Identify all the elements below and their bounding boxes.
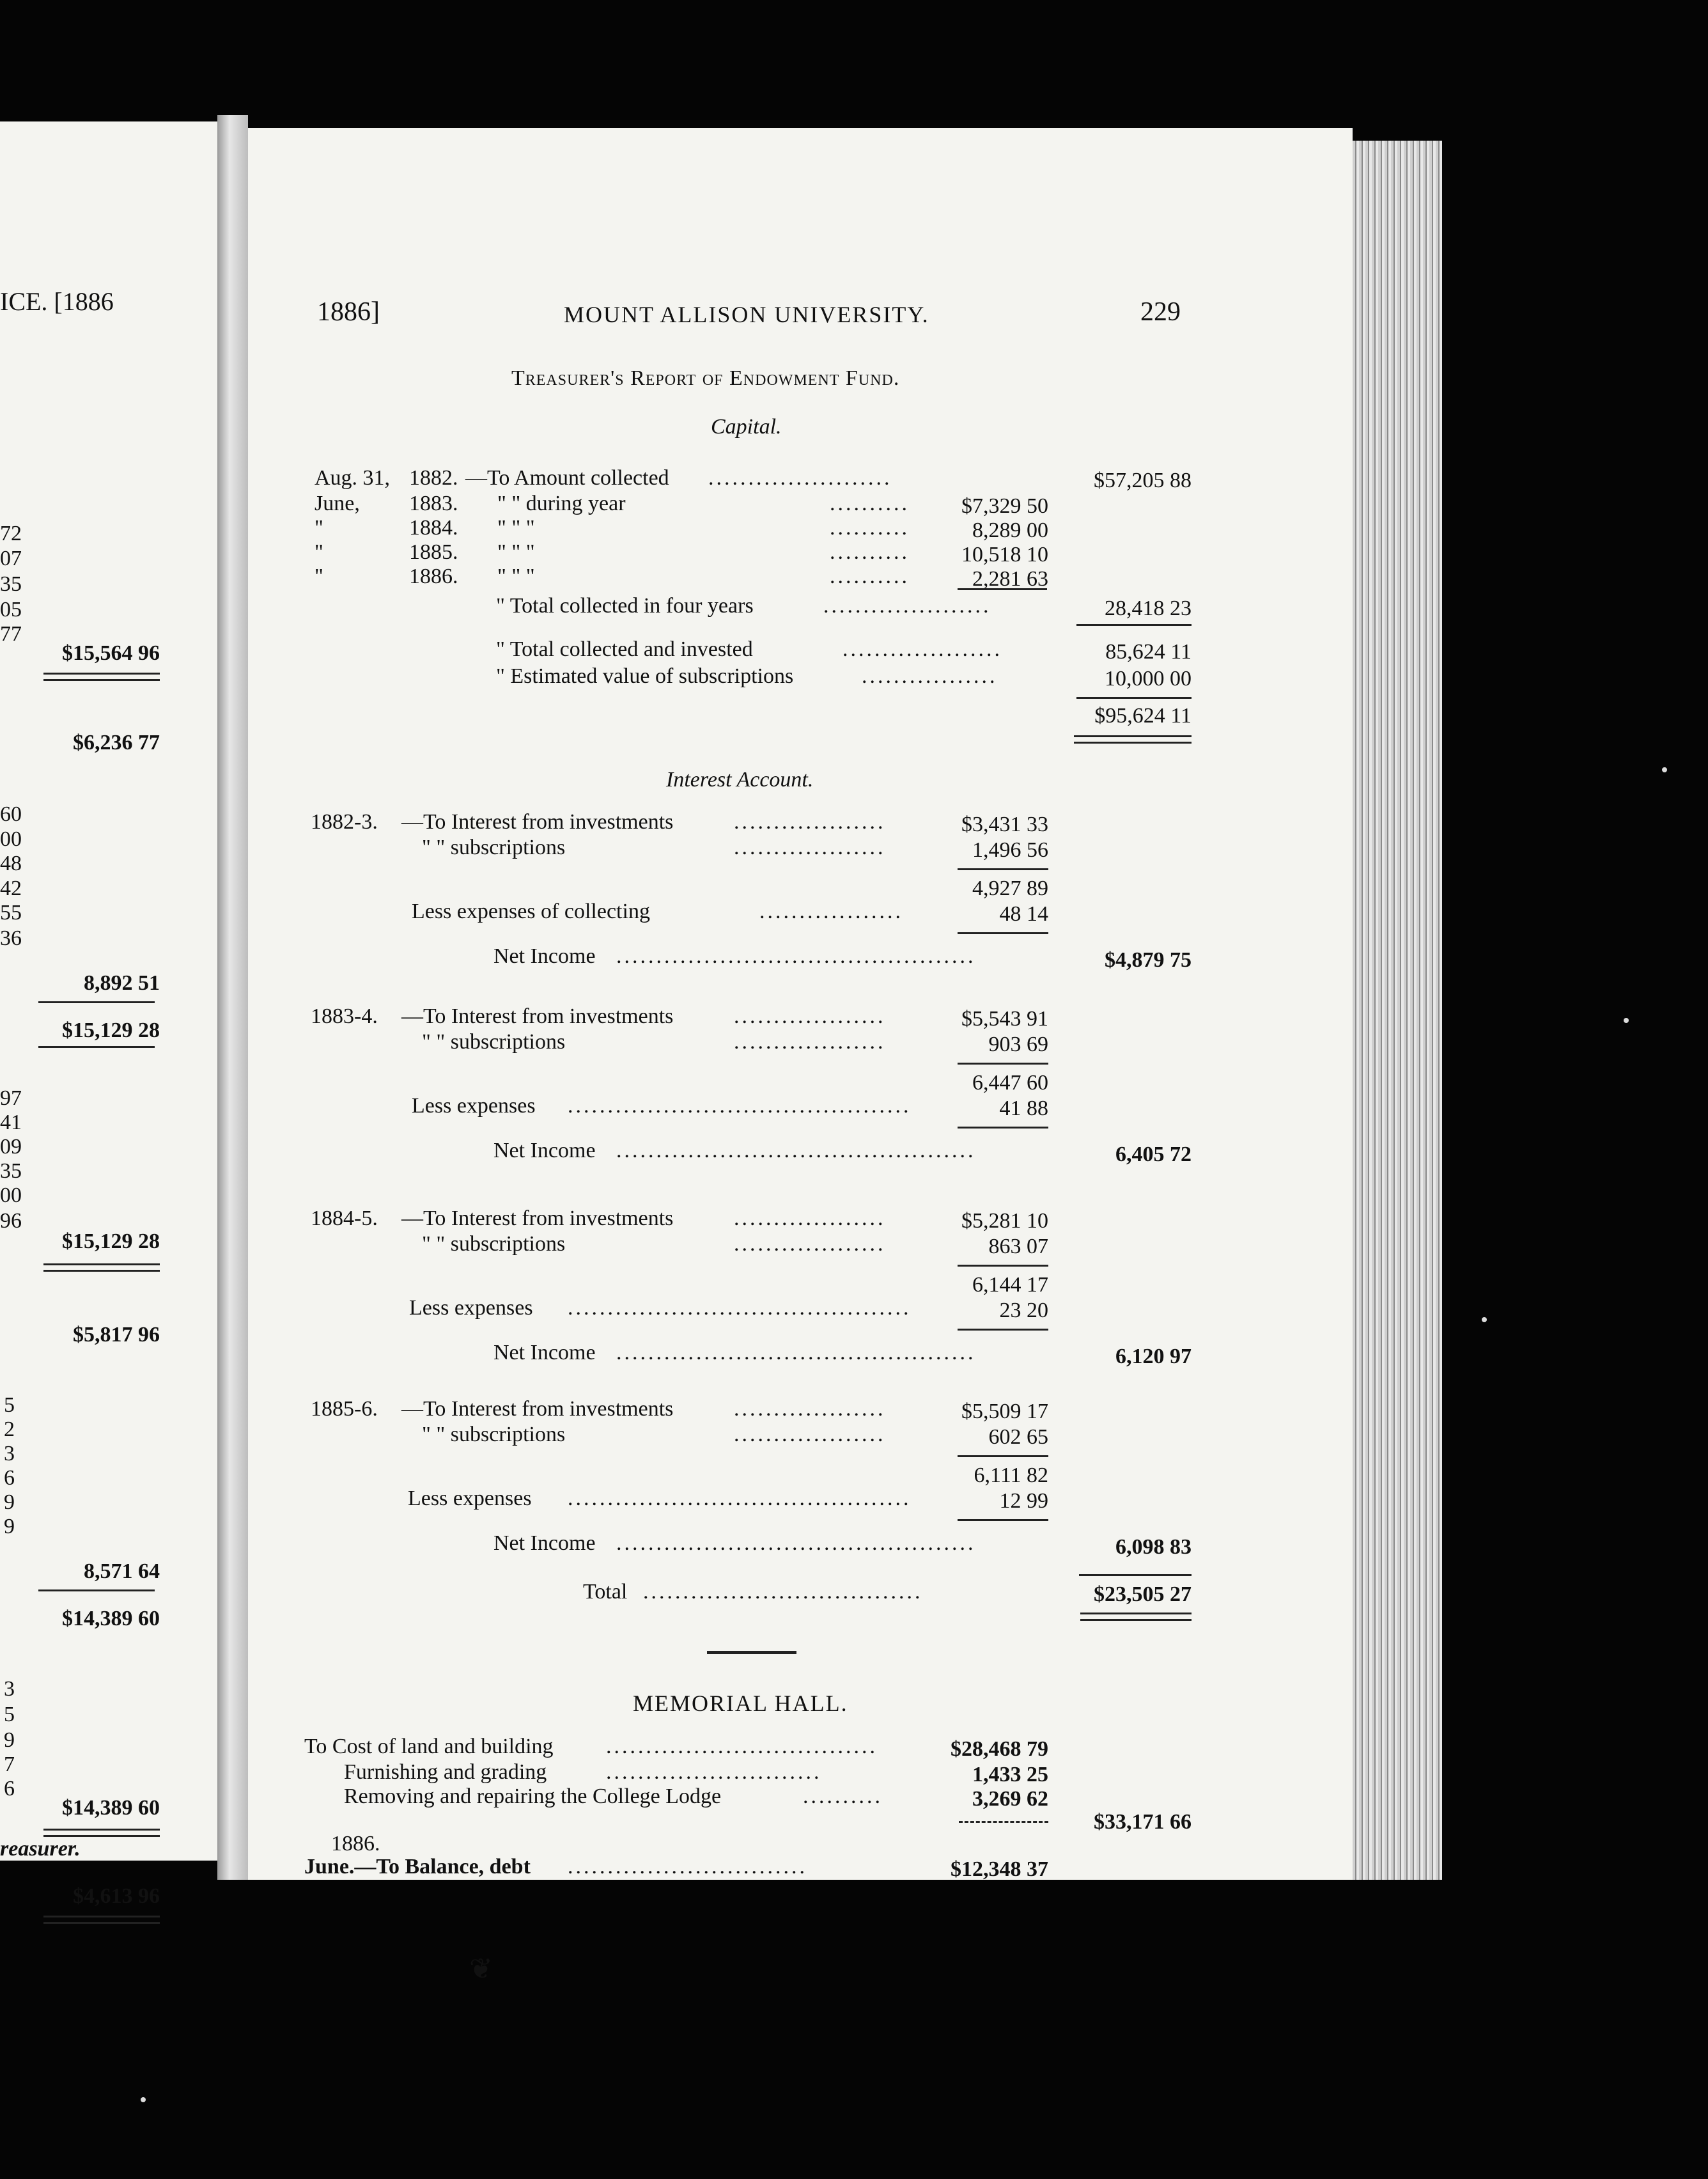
interest-less-label: Less expenses [409,1296,533,1320]
rule [43,1263,160,1265]
left-amount: $6,236 77 [73,731,160,754]
interest-less-label: Less expenses [408,1487,532,1510]
leader-dots: ........................................... [568,1296,912,1320]
leader-dots: ................... [734,1004,886,1028]
leader-dots: .................................. [606,1735,878,1758]
interest-period: 1885-6. [311,1397,378,1421]
memorial-label: Furnishing and grading [344,1760,547,1784]
leader-dots: ........................................... [568,1094,912,1118]
left-amount: 8,571 64 [84,1559,160,1583]
leader-dots: ................... [734,1030,886,1054]
interest-investments-value: $5,281 10 [961,1209,1048,1233]
interest-subscriptions-label: " " subscriptions [422,1030,566,1054]
memorial-value: 3,269 62 [972,1787,1048,1811]
rule [43,679,160,681]
interest-total: $23,505 27 [1094,1582,1192,1606]
left-fragment: 2 [4,1418,15,1441]
memorial-total: $33,171 66 [1094,1810,1192,1834]
rule [43,1829,160,1831]
left-amount: $15,129 28 [62,1230,160,1253]
leader-dots: ................... [734,836,886,859]
capital-date: Aug. 31, [314,466,391,490]
rule [1079,1574,1192,1576]
double-rule [1080,1613,1192,1621]
left-fragment: 9 [4,1728,15,1752]
leader-dots: ................... [734,1207,886,1230]
leader-dots: ....................... [708,466,892,490]
interest-less-label: Less expenses [412,1094,536,1118]
interest-investments-label: —To Interest from investments [401,1397,674,1421]
net-income-label: Net Income [493,1341,596,1364]
left-fragment: 60 [0,802,22,826]
left-fragment: 6 [4,1466,15,1490]
rule [958,868,1048,870]
net-income-label: Net Income [493,944,596,968]
net-income-value: 6,098 83 [1115,1535,1192,1559]
interest-subscriptions-value: 903 69 [988,1033,1048,1056]
left-amount: $15,564 96 [62,641,160,665]
ink-spot: ❦ [469,1953,493,1985]
interest-subscriptions-label: " " subscriptions [422,836,566,859]
net-income-label: Net Income [493,1531,596,1555]
left-amount: $5,817 96 [73,1323,160,1347]
book-gutter [217,115,248,1880]
capital-year: 1883. [409,492,458,515]
report-title: Treasurer's Report of Endowment Fund. [511,366,900,390]
net-income-value: $4,879 75 [1105,948,1192,972]
capital-col1: 8,289 00 [972,519,1048,542]
rule [958,588,1047,590]
capital-year: 1884. [409,516,458,540]
capital-desc: " " " [497,540,535,564]
rule [1076,697,1192,699]
speck [141,2097,146,2102]
left-fragment: 35 [0,1159,22,1183]
capital-col2: $57,205 88 [1094,469,1192,492]
left-fragment: 3 [4,1442,15,1465]
left-header: ICE. [1886 [0,287,114,316]
page-number: 229 [1140,297,1181,327]
net-income-value: 6,405 72 [1115,1143,1192,1166]
leader-dots: .......... [830,540,910,564]
rule [43,1270,160,1272]
left-fragment: 05 [0,598,22,621]
interest-subtotal: 6,447 60 [972,1071,1048,1095]
leader-dots: ................... [734,810,886,834]
total-four-years-label: " Total collected in four years [496,594,754,618]
rule [43,1916,160,1917]
leader-dots: ........................... [606,1760,822,1784]
memorial-value: $28,468 79 [951,1737,1048,1761]
running-title: MOUNT ALLISON UNIVERSITY. [564,302,929,327]
capital-col1: $7,329 50 [961,494,1048,518]
left-fragment: 00 [0,827,22,851]
left-fragment: 55 [0,901,22,925]
interest-subtotal: 4,927 89 [972,877,1048,900]
left-page [0,121,217,1908]
left-amount: $14,389 60 [62,1796,160,1820]
left-fragment: 35 [0,572,22,596]
interest-subtotal: 6,111 82 [974,1464,1048,1487]
leader-dots: ................... [734,1397,886,1421]
rule [38,1046,155,1048]
balance-value: $12,348 37 [951,1857,1048,1881]
capital-date: June, [314,492,360,515]
left-fragment: 97 [0,1086,22,1110]
interest-investments-value: $3,431 33 [961,813,1048,836]
right-page [248,128,1353,1985]
leader-dots: ..................... [823,594,991,618]
capital-desc: —To Amount collected [465,466,669,490]
interest-subscriptions-label: " " subscriptions [422,1232,566,1256]
left-fragment: 77 [0,622,22,646]
rule [958,1265,1048,1267]
left-amount: 8,892 51 [84,971,160,995]
leader-dots: ................... [734,1232,886,1256]
left-fragment: 5 [4,1393,15,1417]
left-amount: $4,613 96 [73,1884,160,1908]
left-footer: reasurer. [0,1837,81,1861]
rule [38,1001,155,1003]
left-fragment: 96 [0,1209,22,1233]
left-amount: $15,129 28 [62,1019,160,1042]
estimated-value: 10,000 00 [1105,667,1192,691]
left-fragment: 42 [0,877,22,900]
left-fragment: 00 [0,1183,22,1207]
page-edges [1353,141,1442,1880]
memorial-year: 1886. [331,1832,380,1855]
interest-heading: Interest Account. [666,768,814,792]
capital-desc: " " " [497,565,535,588]
leader-dots: .......... [803,1785,883,1808]
rule [958,1127,1048,1129]
interest-subscriptions-label: " " subscriptions [422,1423,566,1446]
interest-less-value: 48 14 [999,902,1048,926]
rule [43,673,160,675]
leader-dots: .......... [830,565,910,588]
net-income-label: Net Income [493,1139,596,1162]
memorial-label: To Cost of land and building [304,1735,554,1758]
leader-dots: ................. [862,664,998,688]
interest-investments-label: —To Interest from investments [401,810,674,834]
net-income-value: 6,120 97 [1115,1345,1192,1368]
memorial-value: 1,433 25 [972,1763,1048,1786]
memorial-label: Removing and repairing the College Lodge [344,1785,722,1808]
total-four-years-value: 28,418 23 [1105,597,1192,620]
capital-col1: 2,281 63 [972,567,1048,591]
capital-desc: " " during year [497,492,626,515]
total-invested-value: 85,624 11 [1105,640,1192,664]
leader-dots: ................... [734,1423,886,1446]
interest-investments-label: —To Interest from investments [401,1004,674,1028]
estimated-label: " Estimated value of subscriptions [496,664,794,688]
leader-dots: .............................. [568,1855,807,1878]
capital-date: " [314,516,323,540]
interest-less-value: 41 88 [999,1097,1048,1120]
interest-less-value: 12 99 [999,1489,1048,1513]
rule [959,1821,1048,1823]
interest-period: 1883-4. [311,1004,378,1028]
rule [1076,624,1192,626]
left-fragment: 9 [4,1515,15,1538]
left-fragment: 3 [4,1677,15,1701]
interest-subscriptions-value: 1,496 56 [972,838,1048,862]
leader-dots: ............................................. [616,1341,976,1364]
rule [958,1455,1048,1457]
leader-dots: .......... [830,492,910,515]
capital-grand-total: $95,624 11 [1094,704,1192,728]
interest-less-value: 23 20 [999,1299,1048,1322]
rule [958,1519,1048,1521]
running-year: 1886] [317,297,380,327]
speck [1482,1317,1487,1322]
double-rule [1074,735,1192,744]
leader-dots: ............................................. [616,1531,976,1555]
rule [38,1589,155,1591]
left-fragment: 5 [4,1703,15,1726]
capital-year: 1882. [409,466,458,490]
leader-dots: .......... [830,516,910,540]
leader-dots: .................. [759,900,903,923]
leader-dots: ............................................. [616,1139,976,1162]
interest-total-label: Total [583,1580,628,1604]
capital-heading: Capital. [711,415,782,439]
left-fragment: 72 [0,522,22,545]
rule [43,1922,160,1924]
interest-period: 1884-5. [311,1207,378,1230]
capital-desc: " " " [497,516,535,540]
rule [958,1063,1048,1065]
memorial-hall-heading: MEMORIAL HALL. [633,1691,848,1716]
left-amount: $14,389 60 [62,1607,160,1630]
capital-year: 1886. [409,565,458,588]
left-fragment: 36 [0,926,22,950]
section-divider [707,1651,796,1654]
interest-subtotal: 6,144 17 [972,1273,1048,1297]
interest-period: 1882-3. [311,810,378,834]
left-fragment: 9 [4,1490,15,1514]
interest-investments-label: —To Interest from investments [401,1207,674,1230]
rule [958,1329,1048,1331]
capital-col1: 10,518 10 [961,543,1048,566]
capital-year: 1885. [409,540,458,564]
speck [1662,767,1667,772]
left-fragment: 7 [4,1753,15,1776]
left-fragment: 48 [0,852,22,875]
leader-dots: ................................... [643,1580,923,1604]
capital-date: " [314,540,323,564]
leader-dots: ............................................. [616,944,976,968]
interest-investments-value: $5,509 17 [961,1400,1048,1423]
left-fragment: 07 [0,547,22,570]
interest-subscriptions-value: 863 07 [988,1235,1048,1258]
capital-date: " [314,565,323,588]
speck [1624,1018,1629,1023]
rule [958,932,1048,934]
left-fragment: 41 [0,1111,22,1134]
leader-dots: .................... [842,637,1002,661]
left-fragment: 6 [4,1777,15,1800]
interest-less-label: Less expenses of collecting [412,900,650,923]
leader-dots: ........................................... [568,1487,912,1510]
total-invested-label: " Total collected and invested [496,637,753,661]
interest-subscriptions-value: 602 65 [988,1425,1048,1449]
interest-investments-value: $5,543 91 [961,1007,1048,1031]
left-fragment: 09 [0,1135,22,1159]
balance-label: June.—To Balance, debt [304,1855,531,1878]
